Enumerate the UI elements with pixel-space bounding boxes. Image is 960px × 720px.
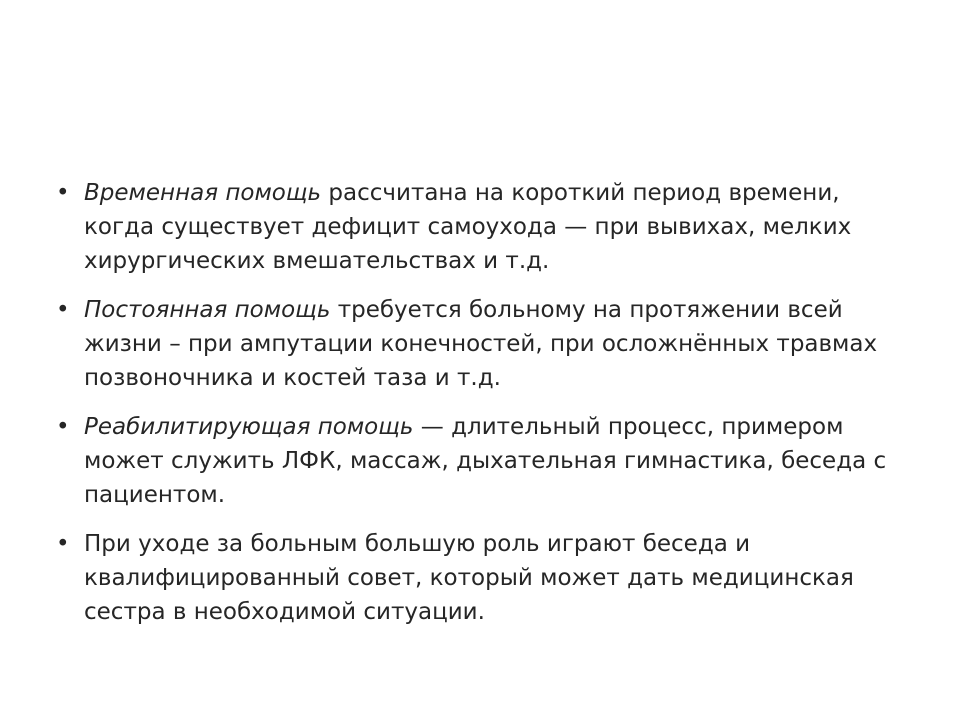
bullet-item bbox=[56, 293, 916, 395]
bullet-dot-icon: • bbox=[56, 414, 70, 440]
bullet-item bbox=[56, 176, 916, 278]
bullet-dot-icon: • bbox=[56, 531, 70, 557]
bullet-item bbox=[56, 527, 916, 629]
bullet-item bbox=[56, 410, 916, 512]
bullet-text: При уходе за больным большую роль играют беседа и квалифицированный совет, который может дать медицинская сестра в необходимой ситуации. bbox=[84, 531, 854, 625]
bullet-text: — длительный процесс, примером может служить ЛФК, массаж, дыхательная гимнастика, беседа с пациентом. bbox=[84, 414, 887, 508]
bullet-dot-icon: • bbox=[56, 297, 70, 323]
bullet-list bbox=[56, 176, 916, 644]
bullet-text: требуется больному на протяжении всей жизни – при ампутации конечностей, при осложнённых травмах позвоночника и костей таза и т.д. bbox=[84, 297, 878, 391]
bullet-lead-term: Временная помощь bbox=[84, 180, 322, 206]
bullet-lead-term: Постоянная помощь bbox=[84, 297, 331, 323]
bullet-dot-icon: • bbox=[56, 180, 70, 206]
bullet-lead-term: Реабилитирующая помощь bbox=[84, 414, 414, 440]
bullet-text: рассчитана на короткий период времени, когда существует дефицит самоухода — при вывихах, мелких хирургических вмешательствах и т.д. bbox=[84, 180, 852, 274]
